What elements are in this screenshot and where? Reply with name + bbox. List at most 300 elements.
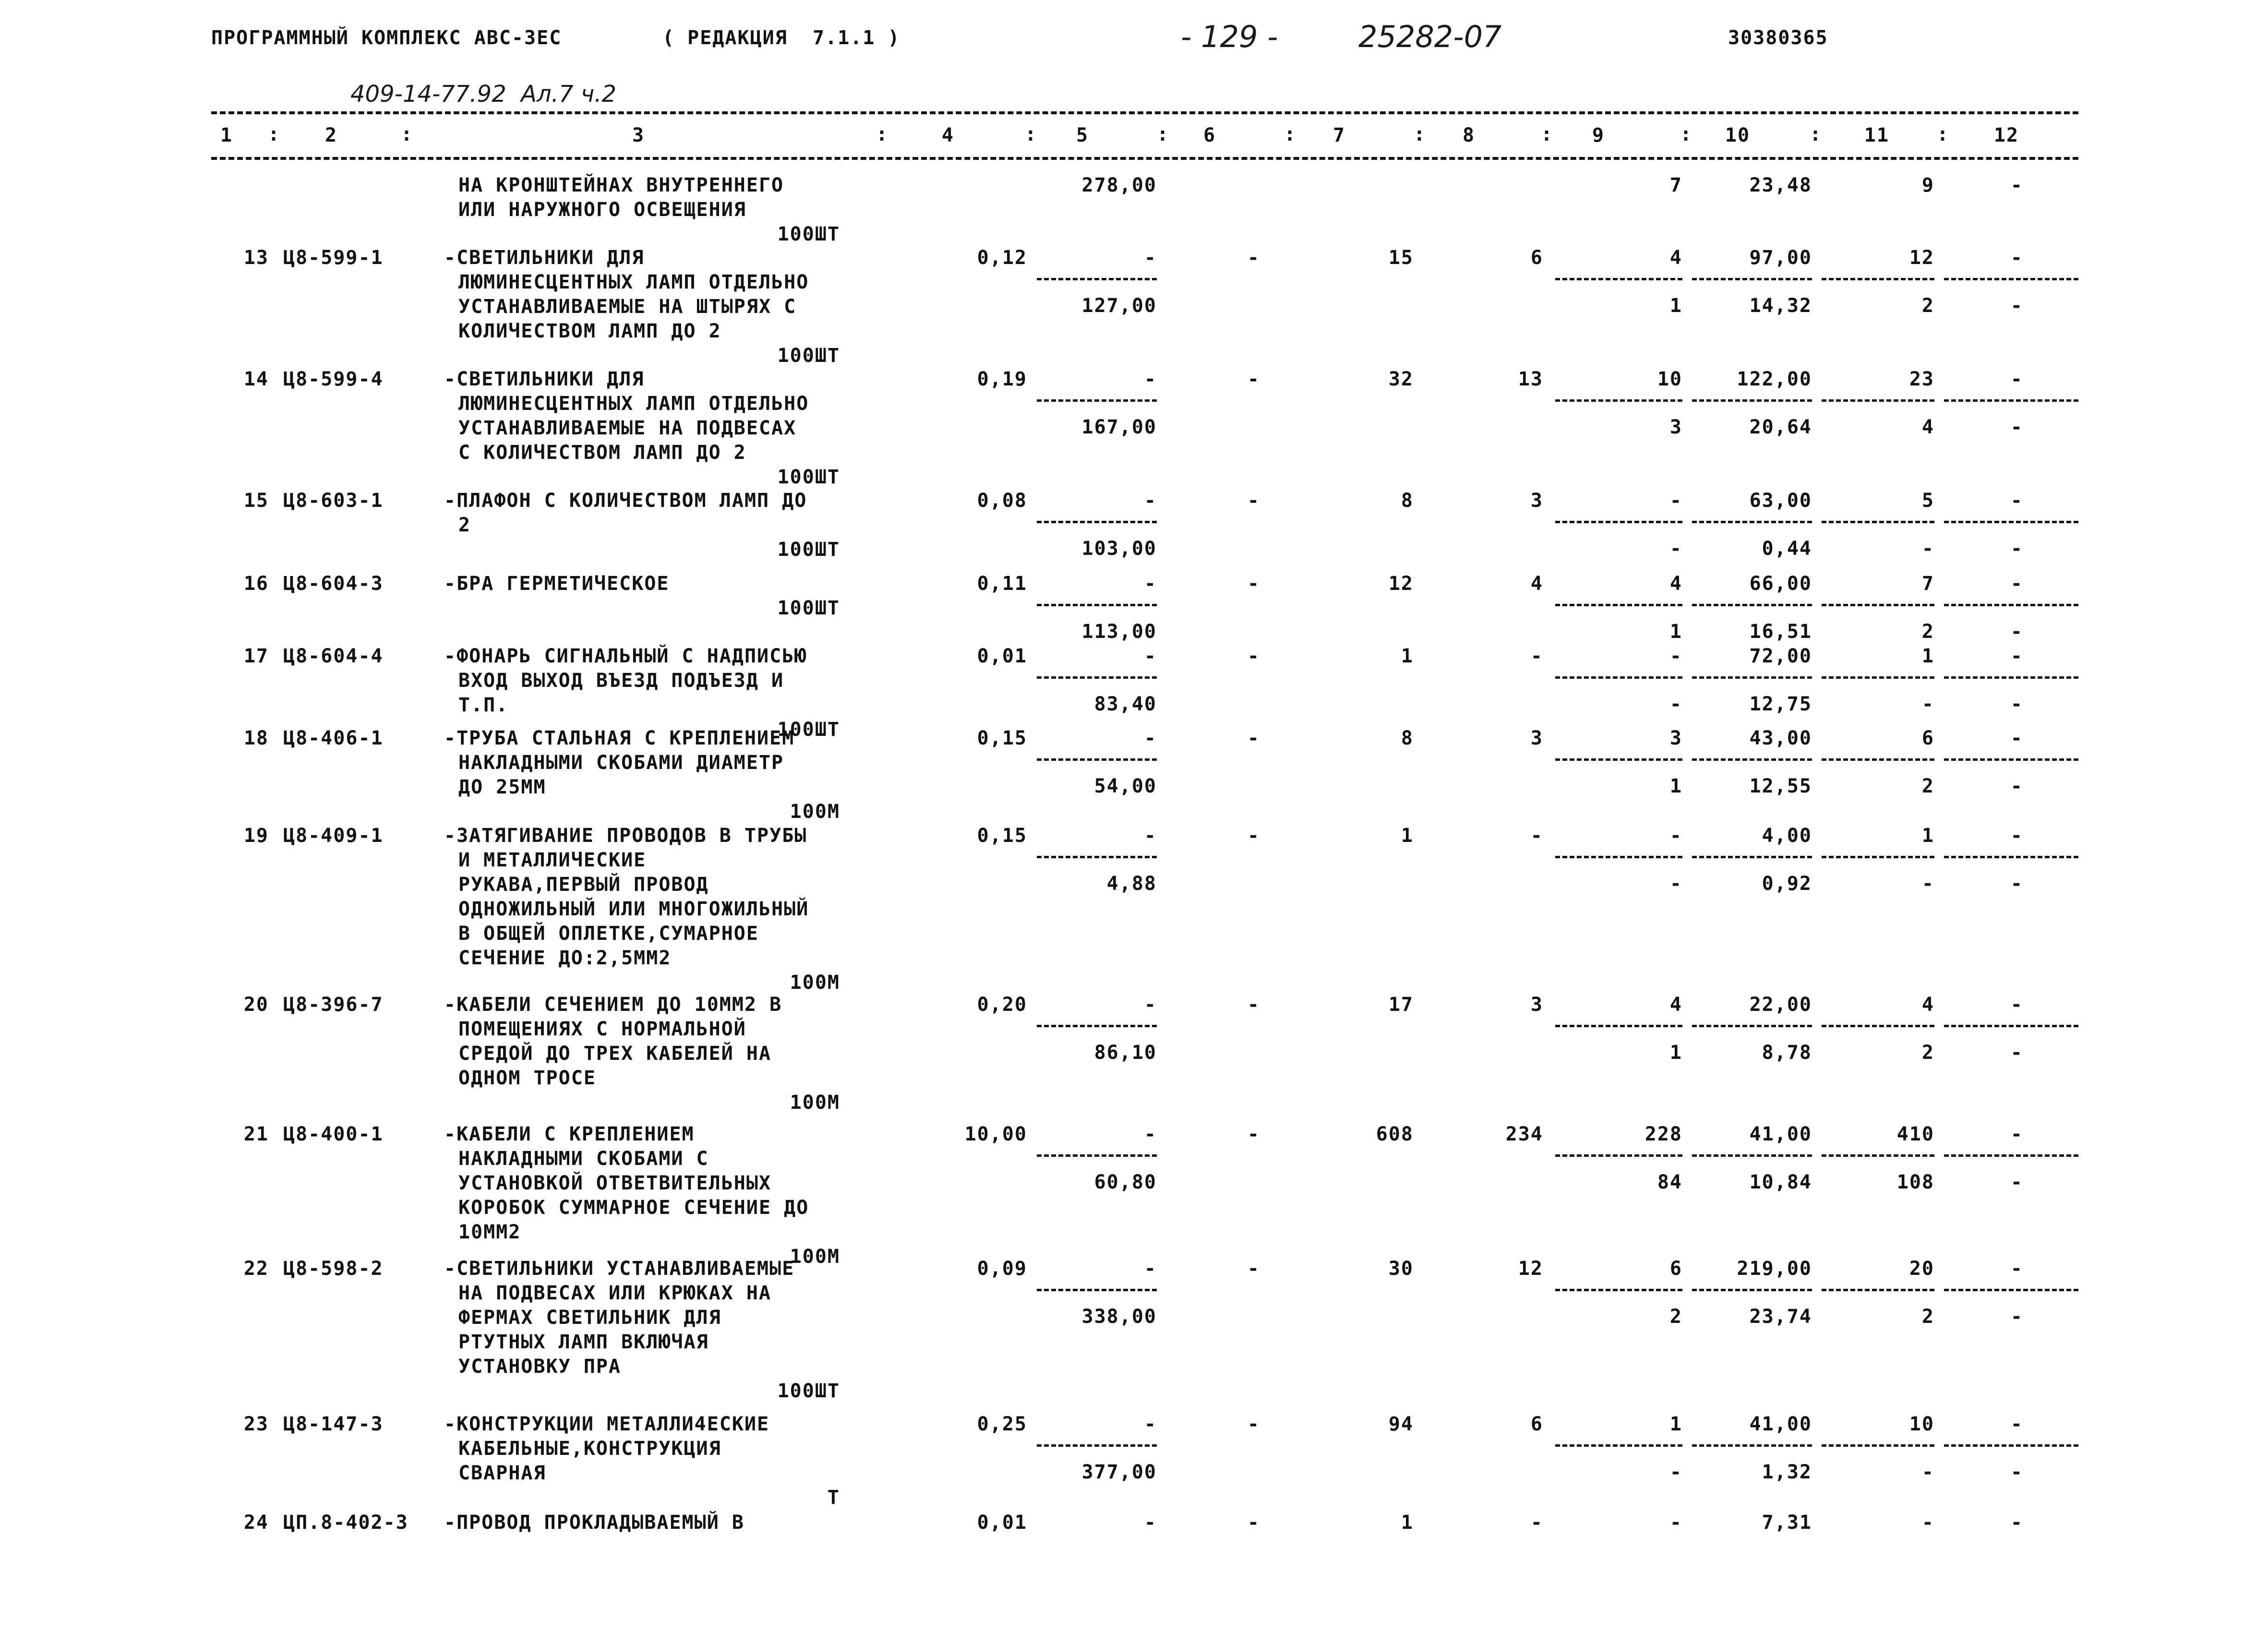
- cell-c8: -: [1530, 825, 1543, 847]
- column-separator: :: [1810, 123, 1823, 145]
- cell-c5: -: [1144, 1258, 1157, 1280]
- fraction-rule: [1037, 758, 1157, 761]
- cell-c12: -: [2010, 295, 2023, 317]
- fraction-rule: [1037, 1154, 1157, 1157]
- row-number: 23: [243, 1413, 269, 1435]
- column-separator: :: [1680, 123, 1693, 145]
- cell-c10: 8,78: [1762, 1042, 1812, 1064]
- fraction-rule: [1692, 1025, 1812, 1027]
- cell-c6: -: [1247, 1123, 1260, 1145]
- fraction-rule: [1037, 604, 1157, 606]
- unit-label: 100ШТ: [777, 466, 840, 488]
- description-line: 2: [458, 514, 471, 536]
- cell-c7: 1: [1401, 825, 1414, 847]
- cell-c12: -: [2010, 621, 2023, 643]
- cell-c5: 4,88: [1106, 873, 1157, 895]
- rate-code: Ц8-400-1: [283, 1123, 384, 1145]
- description-line: 10ММ2: [458, 1221, 521, 1243]
- fraction-rule: [1555, 856, 1682, 858]
- cell-c10: 12,55: [1749, 775, 1812, 797]
- cell-c8: 6: [1530, 1413, 1543, 1435]
- cell-c5: 338,00: [1081, 1306, 1157, 1328]
- cell-c9: 7: [1669, 174, 1682, 196]
- fraction-rule: [1037, 1444, 1157, 1447]
- description-line: -СВЕТИЛЬНИКИ ДЛЯ: [444, 247, 645, 269]
- description-line: -КАБЕЛИ СЕЧЕНИЕМ ДО 10ММ2 В: [444, 994, 782, 1016]
- fraction-rule: [1944, 1444, 2078, 1447]
- cell-c5: 83,40: [1094, 693, 1157, 715]
- cell-c12: -: [2010, 490, 2023, 512]
- description-line: -ПРОВОД ПРОКЛАДЫВАЕМЫЙ В: [444, 1512, 744, 1534]
- fraction-rule: [1037, 1289, 1157, 1291]
- cell-c9: -: [1669, 645, 1682, 667]
- fraction-rule: [1944, 604, 2078, 606]
- cell-c5: 167,00: [1081, 416, 1157, 438]
- fraction-rule: [1822, 856, 1934, 858]
- cell-c11: 2: [1921, 775, 1934, 797]
- cell-c11: 5: [1921, 490, 1934, 512]
- cell-c4: 10,00: [964, 1123, 1027, 1145]
- cell-c5: -: [1144, 368, 1157, 390]
- cell-c5: 127,00: [1081, 295, 1157, 317]
- fraction-rule: [1944, 399, 2078, 402]
- cell-c9: -: [1669, 693, 1682, 715]
- rate-code: Ц8-604-3: [283, 573, 384, 595]
- fraction-rule: [1944, 1025, 2078, 1027]
- cell-c7: 17: [1388, 994, 1414, 1016]
- cell-c9: 1: [1669, 621, 1682, 643]
- rate-code: Ц8-598-2: [283, 1258, 384, 1280]
- unit-label: 100ШТ: [777, 597, 840, 619]
- cell-c12: -: [2010, 1306, 2023, 1328]
- cell-c12: -: [2010, 775, 2023, 797]
- fraction-rule: [1555, 604, 1682, 606]
- cell-c10: 122,00: [1737, 368, 1812, 390]
- fraction-rule: [1692, 856, 1812, 858]
- cell-c9: 4: [1669, 573, 1682, 595]
- cell-c8: 6: [1530, 247, 1543, 269]
- cell-c10: 63,00: [1749, 490, 1812, 512]
- description-line: С КОЛИЧЕСТВОМ ЛАМП ДО 2: [458, 442, 746, 464]
- cell-c7: 1: [1401, 645, 1414, 667]
- cell-c10: 20,64: [1749, 416, 1812, 438]
- column-header-6: 6: [1203, 124, 1216, 146]
- description-line: ОДНОЖИЛЬНЫЙ ИЛИ МНОГОЖИЛЬНЫЙ: [458, 898, 809, 920]
- fraction-rule: [1822, 604, 1934, 606]
- cell-c9: -: [1669, 490, 1682, 512]
- cell-c10: 0,44: [1762, 538, 1812, 560]
- description-line: НА ПОДВЕСАХ ИЛИ КРЮКАХ НА: [458, 1282, 772, 1304]
- cell-c4: 0,15: [977, 727, 1027, 749]
- description-line: УСТАНАВЛИВАЕМЫЕ НА ШТЫРЯХ С: [458, 296, 797, 318]
- row-number: 19: [243, 825, 269, 847]
- column-header-9: 9: [1592, 124, 1605, 146]
- cell-c12: -: [2010, 1512, 2023, 1534]
- unit-label: 100ШТ: [777, 1380, 840, 1402]
- description-line: КАБЕЛЬНЫЕ,КОНСТРУКЦИЯ: [458, 1438, 721, 1460]
- cell-c12: -: [2010, 825, 2023, 847]
- fraction-rule: [1037, 856, 1157, 858]
- column-header-3: 3: [632, 124, 645, 146]
- column-header-8: 8: [1462, 124, 1476, 146]
- cell-c12: -: [2010, 994, 2023, 1016]
- description-line: ФЕРМАХ СВЕТИЛЬНИК ДЛЯ: [458, 1307, 721, 1329]
- fraction-rule: [1822, 399, 1934, 402]
- cell-c8: 4: [1530, 573, 1543, 595]
- rate-code: ЦП.8-402-3: [283, 1512, 408, 1534]
- description-line: ДО 25ММ: [458, 776, 546, 798]
- unit-label: 100ШТ: [777, 345, 840, 367]
- cell-c7: 32: [1388, 368, 1414, 390]
- fraction-rule: [1692, 758, 1812, 761]
- cell-c8: 3: [1530, 994, 1543, 1016]
- column-separator: :: [1541, 123, 1554, 145]
- cell-c6: -: [1247, 1258, 1260, 1280]
- fraction-rule: [1692, 1289, 1812, 1291]
- fraction-rule: [1037, 399, 1157, 402]
- column-header-12: 12: [1993, 124, 2019, 146]
- cell-c7: 8: [1401, 727, 1414, 749]
- description-line: -СВЕТИЛЬНИКИ ДЛЯ: [444, 368, 645, 390]
- cell-c10: 7,31: [1762, 1512, 1812, 1534]
- cell-c10: 22,00: [1749, 994, 1812, 1016]
- cell-c12: -: [2010, 538, 2023, 560]
- cell-c11: 12: [1909, 247, 1934, 269]
- description-line: ЛЮМИНЕСЦЕНТНЫХ ЛАМП ОТДЕЛЬНО: [458, 393, 809, 415]
- cell-c10: 14,32: [1749, 295, 1812, 317]
- fraction-rule: [1944, 521, 2078, 523]
- column-header-11: 11: [1864, 124, 1890, 146]
- fraction-rule: [1037, 1025, 1157, 1027]
- cell-c11: -: [1921, 1461, 1934, 1483]
- rate-code: Ц8-406-1: [283, 727, 384, 749]
- row-number: 21: [243, 1123, 269, 1145]
- description-line: -КОНСТРУКЦИИ МЕТАЛЛИ4ЕСКИЕ: [444, 1413, 770, 1435]
- cell-c9: -: [1669, 538, 1682, 560]
- rate-code: Ц8-599-4: [283, 368, 384, 390]
- description-line: НАКЛАДНЫМИ СКОБАМИ ДИАМЕТР: [458, 752, 784, 774]
- unit-label: 100М: [790, 801, 840, 823]
- cell-c11: 20: [1909, 1258, 1934, 1280]
- cell-c10: 97,00: [1749, 247, 1812, 269]
- cell-c11: -: [1921, 1512, 1934, 1534]
- cell-c5: -: [1144, 490, 1157, 512]
- fraction-rule: [1555, 676, 1682, 679]
- cell-c11: 10: [1909, 1413, 1934, 1435]
- fraction-rule: [1822, 1025, 1934, 1027]
- fraction-rule: [1555, 758, 1682, 761]
- fraction-rule: [1822, 676, 1934, 679]
- cell-c11: 4: [1921, 416, 1934, 438]
- description-line: УСТАНОВКУ ПРА: [458, 1356, 622, 1378]
- column-separator: :: [1414, 123, 1427, 145]
- description-line: Т.П.: [458, 694, 509, 716]
- cell-c6: -: [1247, 1512, 1260, 1534]
- edition-label: ( РЕДАКЦИЯ 7.1.1 ): [662, 27, 900, 49]
- document-number: 25282-07: [1358, 19, 1502, 54]
- column-header-7: 7: [1332, 124, 1346, 146]
- cell-c5: 60,80: [1094, 1171, 1157, 1193]
- cell-c10: 12,75: [1749, 693, 1812, 715]
- cell-c9: 3: [1669, 416, 1682, 438]
- cell-c11: 2: [1921, 295, 1934, 317]
- cell-c9: -: [1669, 1512, 1682, 1534]
- cell-c9: 2: [1669, 1306, 1682, 1328]
- cell-c9: 1: [1669, 295, 1682, 317]
- description-line: РТУТНЫХ ЛАМП ВКЛЮЧАЯ: [458, 1331, 709, 1353]
- cell-c7: 94: [1388, 1413, 1414, 1435]
- header-bottom-rule: [211, 157, 2078, 160]
- fraction-rule: [1822, 278, 1934, 280]
- cell-c4: 0,09: [977, 1258, 1027, 1280]
- cell-c8: -: [1530, 645, 1543, 667]
- cell-c9: 1: [1669, 1413, 1682, 1435]
- cell-c12: -: [2010, 247, 2023, 269]
- cell-c10: 219,00: [1737, 1258, 1812, 1280]
- description-line: ОДНОМ ТРОСЕ: [458, 1067, 596, 1089]
- cell-c4: 0,11: [977, 573, 1027, 595]
- cell-c11: 108: [1896, 1171, 1934, 1193]
- cell-c12: -: [2010, 1413, 2023, 1435]
- cell-c5: 278,00: [1081, 174, 1157, 196]
- fraction-rule: [1822, 1289, 1934, 1291]
- row-number: 13: [243, 247, 269, 269]
- fraction-rule: [1555, 278, 1682, 280]
- cell-c11: 4: [1921, 994, 1934, 1016]
- cell-c10: 41,00: [1749, 1413, 1812, 1435]
- fraction-rule: [1555, 1444, 1682, 1447]
- fraction-rule: [1822, 758, 1934, 761]
- cell-c12: -: [2010, 1258, 2023, 1280]
- cell-c6: -: [1247, 247, 1260, 269]
- column-separator: :: [1284, 123, 1297, 145]
- cell-c4: 0,15: [977, 825, 1027, 847]
- cell-c11: 1: [1921, 645, 1934, 667]
- cell-c6: -: [1247, 727, 1260, 749]
- cell-c7: 15: [1388, 247, 1414, 269]
- column-separator: :: [876, 123, 889, 145]
- rate-code: Ц8-599-1: [283, 247, 384, 269]
- cell-c12: -: [2010, 416, 2023, 438]
- column-separator: :: [1157, 123, 1170, 145]
- cell-c7: 1: [1401, 1512, 1414, 1534]
- cell-c5: 54,00: [1094, 775, 1157, 797]
- description-line: НА КРОНШТЕЙНАХ ВНУТРЕННЕГО: [458, 174, 784, 196]
- description-line: -КАБЕЛИ С КРЕПЛЕНИЕМ: [444, 1123, 695, 1145]
- description-line: ВХОД ВЫХОД ВЪЕЗД ПОДЪЕЗД И: [458, 670, 784, 692]
- header-top-rule: [211, 111, 2078, 114]
- cell-c5: 86,10: [1094, 1042, 1157, 1064]
- handwritten-reference: 409-14-77.92 Ал.7 ч.2: [350, 81, 616, 108]
- cell-c12: -: [2010, 873, 2023, 895]
- cell-c6: -: [1247, 1413, 1260, 1435]
- cell-c6: -: [1247, 490, 1260, 512]
- cell-c12: -: [2010, 1042, 2023, 1064]
- cell-c12: -: [2010, 1123, 2023, 1145]
- row-number: 18: [243, 727, 269, 749]
- cell-c12: -: [2010, 727, 2023, 749]
- description-line: КОРОБОК СУММАРНОЕ СЕЧЕНИЕ ДО: [458, 1197, 809, 1219]
- rate-code: Ц8-147-3: [283, 1413, 384, 1435]
- cell-c7: 8: [1401, 490, 1414, 512]
- description-line: РУКАВА,ПЕРВЫЙ ПРОВОД: [458, 874, 709, 896]
- cell-c6: -: [1247, 825, 1260, 847]
- fraction-rule: [1692, 399, 1812, 402]
- column-separator: :: [268, 123, 281, 145]
- fraction-rule: [1692, 604, 1812, 606]
- fraction-rule: [1555, 1289, 1682, 1291]
- cell-c8: 3: [1530, 727, 1543, 749]
- cell-c10: 41,00: [1749, 1123, 1812, 1145]
- description-line: -ФОНАРЬ СИГНАЛЬНЫЙ С НАДПИСЬЮ: [444, 645, 807, 667]
- cell-c11: 2: [1921, 1306, 1934, 1328]
- cell-c9: 228: [1644, 1123, 1682, 1145]
- cell-c12: -: [2010, 368, 2023, 390]
- cell-c9: -: [1669, 873, 1682, 895]
- cell-c9: 6: [1669, 1258, 1682, 1280]
- fraction-rule: [1944, 758, 2078, 761]
- unit-label: 100М: [790, 972, 840, 994]
- cell-c12: -: [2010, 1461, 2023, 1483]
- fraction-rule: [1944, 1154, 2078, 1157]
- fraction-rule: [1692, 278, 1812, 280]
- cell-c4: 0,25: [977, 1413, 1027, 1435]
- cell-c7: 30: [1388, 1258, 1414, 1280]
- description-line: СВАРНАЯ: [458, 1462, 546, 1484]
- description-line: ПОМЕЩЕНИЯХ С НОРМАЛЬНОЙ: [458, 1018, 746, 1040]
- cell-c5: -: [1144, 1413, 1157, 1435]
- cell-c11: 410: [1896, 1123, 1934, 1145]
- cell-c5: 113,00: [1081, 621, 1157, 643]
- cell-c11: 7: [1921, 573, 1934, 595]
- cell-c5: -: [1144, 994, 1157, 1016]
- column-separator: :: [401, 123, 414, 145]
- cell-c7: 608: [1376, 1123, 1414, 1145]
- fraction-rule: [1944, 856, 2078, 858]
- cell-c5: -: [1144, 1123, 1157, 1145]
- cell-c11: 9: [1921, 174, 1934, 196]
- cell-c6: -: [1247, 573, 1260, 595]
- fraction-rule: [1555, 1025, 1682, 1027]
- description-line: И МЕТАЛЛИЧЕСКИЕ: [458, 849, 647, 871]
- cell-c4: 0,12: [977, 247, 1027, 269]
- cell-c11: 2: [1921, 621, 1934, 643]
- column-header-10: 10: [1725, 124, 1751, 146]
- cell-c8: -: [1530, 1512, 1543, 1534]
- cell-c6: -: [1247, 368, 1260, 390]
- unit-label: 100М: [790, 1246, 840, 1268]
- row-number: 16: [243, 573, 269, 595]
- cell-c4: 0,20: [977, 994, 1027, 1016]
- cell-c7: 12: [1388, 573, 1414, 595]
- unit-label: 100ШТ: [777, 719, 840, 741]
- rate-code: Ц8-603-1: [283, 490, 384, 512]
- cell-c8: 13: [1518, 368, 1543, 390]
- description-line: -БРА ГЕРМЕТИЧЕСКОЕ: [444, 573, 670, 595]
- cell-c5: -: [1144, 727, 1157, 749]
- cell-c10: 4,00: [1762, 825, 1812, 847]
- cell-c10: 1,32: [1762, 1461, 1812, 1483]
- cell-c8: 234: [1505, 1123, 1543, 1145]
- description-line: НАКЛАДНЫМИ СКОБАМИ С: [458, 1148, 709, 1170]
- row-number: 17: [243, 645, 269, 667]
- fraction-rule: [1822, 1444, 1934, 1447]
- cell-c12: -: [2010, 645, 2023, 667]
- column-separator: :: [1937, 123, 1950, 145]
- fraction-rule: [1692, 1444, 1812, 1447]
- row-number: 15: [243, 490, 269, 512]
- description-line: -ТРУБА СТАЛЬНАЯ С КРЕПЛЕНИЕМ: [444, 727, 795, 749]
- cell-c9: 4: [1669, 247, 1682, 269]
- cell-c11: 23: [1909, 368, 1934, 390]
- fraction-rule: [1692, 1154, 1812, 1157]
- fraction-rule: [1037, 521, 1157, 523]
- cell-c9: 1: [1669, 775, 1682, 797]
- description-line: СЕЧЕНИЕ ДО:2,5ММ2: [458, 947, 672, 969]
- unit-label: 100ШТ: [777, 223, 840, 245]
- cell-c9: 1: [1669, 1042, 1682, 1064]
- cell-c10: 72,00: [1749, 645, 1812, 667]
- cell-c5: -: [1144, 247, 1157, 269]
- cell-c8: 3: [1530, 490, 1543, 512]
- cell-c12: -: [2010, 693, 2023, 715]
- cell-c10: 43,00: [1749, 727, 1812, 749]
- cell-c10: 66,00: [1749, 573, 1812, 595]
- rate-code: Ц8-396-7: [283, 994, 384, 1016]
- description-line: -ПЛАФОН С КОЛИЧЕСТВОМ ЛАМП ДО: [444, 490, 807, 512]
- cell-c11: -: [1921, 873, 1934, 895]
- description-line: В ОБЩЕЙ ОПЛЕТКЕ,СУМАРНОЕ: [458, 923, 759, 945]
- row-number: 14: [243, 368, 269, 390]
- cell-c10: 10,84: [1749, 1171, 1812, 1193]
- description-line: КОЛИЧЕСТВОМ ЛАМП ДО 2: [458, 320, 721, 342]
- page-number: - 129 -: [1181, 19, 1278, 54]
- row-number: 20: [243, 994, 269, 1016]
- cell-c4: 0,01: [977, 1512, 1027, 1534]
- column-header-2: 2: [324, 124, 338, 146]
- cell-c4: 0,08: [977, 490, 1027, 512]
- cell-c12: -: [2010, 1171, 2023, 1193]
- cell-c12: -: [2010, 174, 2023, 196]
- cell-c11: -: [1921, 538, 1934, 560]
- row-number: 22: [243, 1258, 269, 1280]
- unit-label: 100ШТ: [777, 539, 840, 561]
- fraction-rule: [1944, 676, 2078, 679]
- cell-c5: -: [1144, 825, 1157, 847]
- cell-c10: 16,51: [1749, 621, 1812, 643]
- cell-c11: 2: [1921, 1042, 1934, 1064]
- cell-c5: -: [1144, 645, 1157, 667]
- description-line: ИЛИ НАРУЖНОГО ОСВЕЩЕНИЯ: [458, 199, 746, 221]
- fraction-rule: [1555, 1154, 1682, 1157]
- fraction-rule: [1037, 676, 1157, 679]
- cell-c9: 4: [1669, 994, 1682, 1016]
- cell-c5: 103,00: [1081, 538, 1157, 560]
- cell-c12: -: [2010, 573, 2023, 595]
- document-code: 30380365: [1728, 27, 1828, 49]
- fraction-rule: [1555, 399, 1682, 402]
- column-separator: :: [1025, 123, 1038, 145]
- cell-c10: 23,74: [1749, 1306, 1812, 1328]
- cell-c9: 10: [1657, 368, 1682, 390]
- row-number: 24: [243, 1512, 269, 1534]
- cell-c6: -: [1247, 645, 1260, 667]
- cell-c9: -: [1669, 1461, 1682, 1483]
- cell-c10: 0,92: [1762, 873, 1812, 895]
- cell-c11: -: [1921, 693, 1934, 715]
- description-line: -СВЕТИЛЬНИКИ УСТАНАВЛИВАЕМЫЕ: [444, 1258, 795, 1280]
- cell-c9: 84: [1657, 1171, 1682, 1193]
